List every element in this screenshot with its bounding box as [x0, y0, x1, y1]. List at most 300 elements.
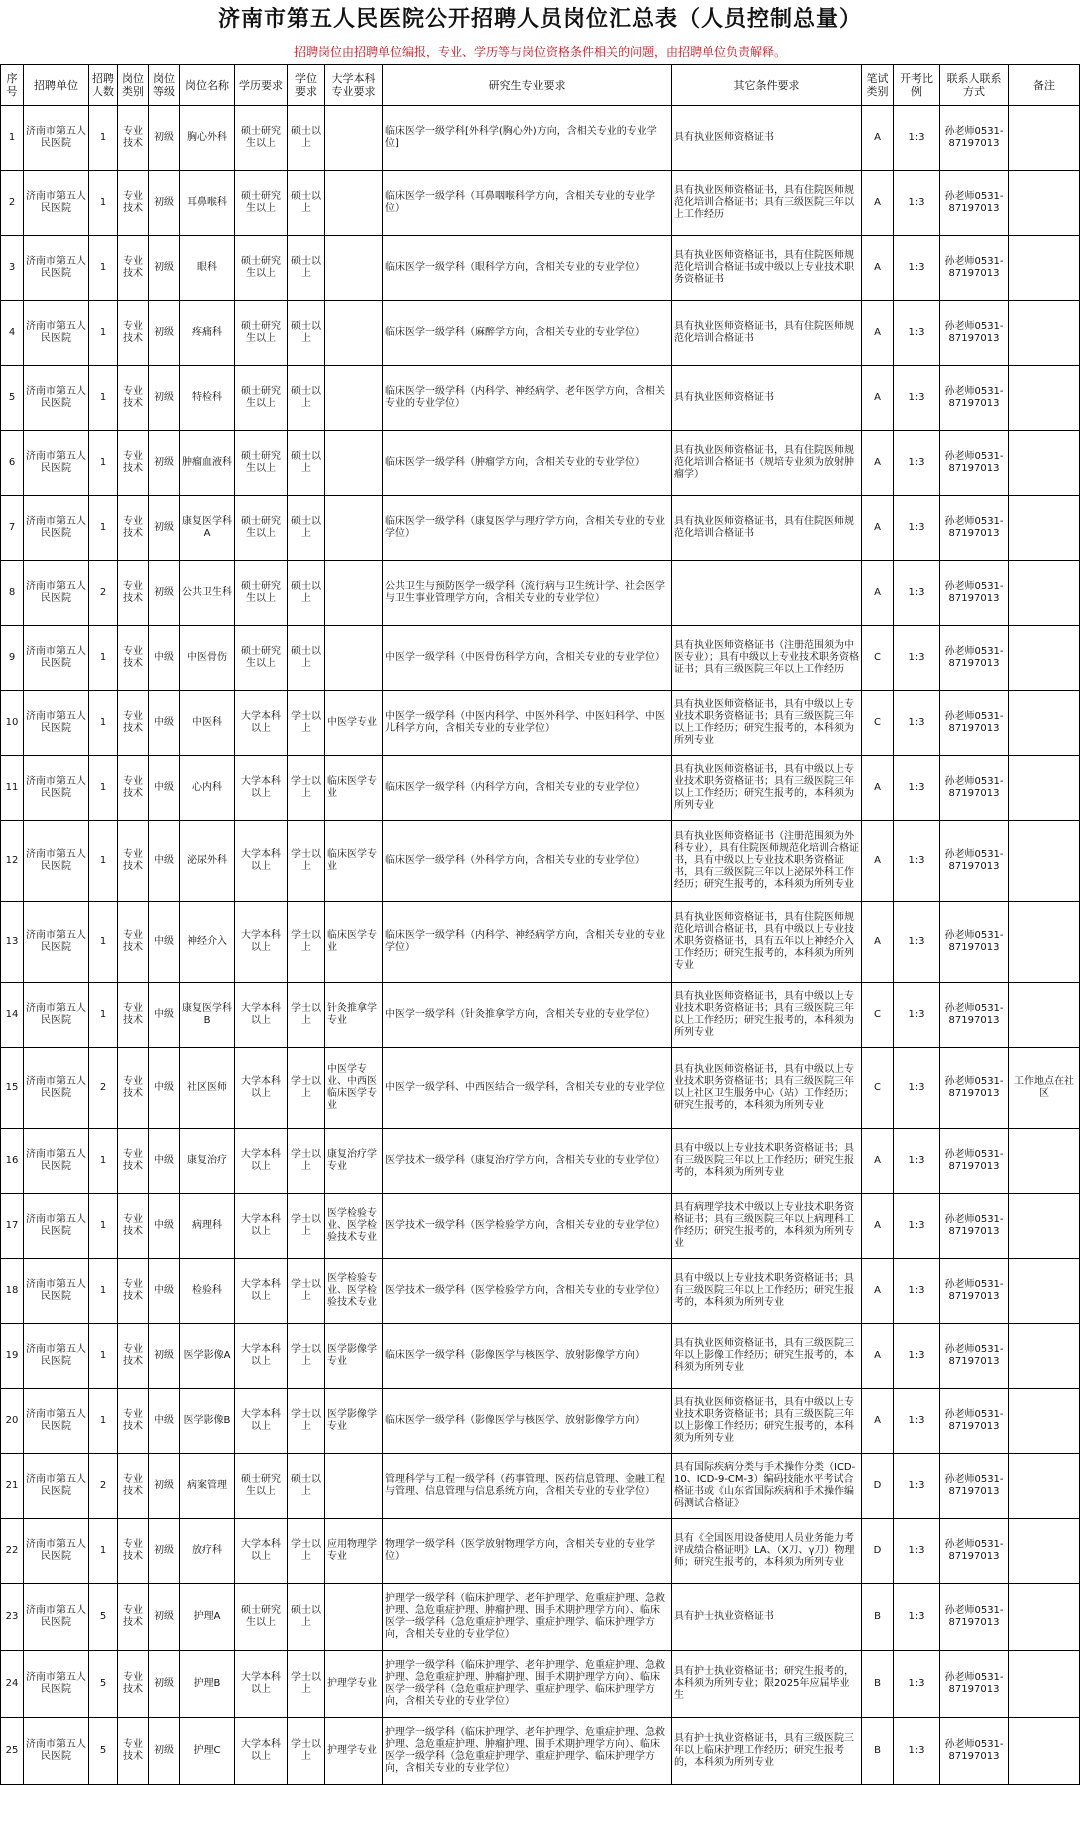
cell-degree: 学士以上	[288, 1718, 325, 1785]
cell-ratio: 1:3	[894, 171, 940, 236]
cell-category: 专业技术	[118, 171, 149, 236]
column-header: 联系人联系方式	[940, 65, 1009, 106]
table-row	[1, 431, 1080, 496]
cell-level: 初级	[149, 171, 180, 236]
cell-grad: 护理学一级学科（临床护理学、老年护理学、危重症护理、急救护理、急危重症护理、肿瘤护理、围手术期护理学方向）、临床医学一级学科（急危重症护理学、重症护理学、临床护理学方向，含相关专业的专业学位）	[383, 1584, 672, 1651]
cell-contact: 孙老师0531-87197013	[940, 236, 1009, 301]
column-header: 笔试类别	[862, 65, 894, 106]
cell-ratio: 1:3	[894, 366, 940, 431]
cell-count: 1	[89, 1389, 118, 1454]
cell-contact: 孙老师0531-87197013	[940, 1194, 1009, 1259]
cell-no: 11	[1, 756, 24, 821]
cell-grad: 医学技术一级学科（医学检验学方向，含相关专业的专业学位）	[383, 1259, 672, 1324]
cell-ug	[325, 1454, 383, 1519]
cell-unit: 济南市第五人民医院	[24, 496, 89, 561]
cell-degree: 硕士以上	[288, 236, 325, 301]
cell-grad: 公共卫生与预防医学一级学科（流行病与卫生统计学、社会医学与卫生事业管理学方向，含相关专业的专业学位）	[383, 561, 672, 626]
table-row	[1, 301, 1080, 366]
cell-post: 护理B	[180, 1651, 235, 1718]
cell-count: 1	[89, 496, 118, 561]
cell-other: 具有护士执业资格证书，具有三级医院三年以上临床护理工作经历；研究生报考的，本科须为所列专业	[672, 1718, 862, 1785]
cell-ug: 中医学专业、中西医临床医学专业	[325, 1048, 383, 1129]
cell-level: 中级	[149, 756, 180, 821]
cell-grad: 临床医学一级学科（外科学方向，含相关专业的专业学位）	[383, 821, 672, 902]
cell-degree: 学士以上	[288, 691, 325, 756]
cell-exam: A	[862, 902, 894, 983]
cell-no: 14	[1, 983, 24, 1048]
cell-other: 具有执业医师资格证书，具有中级以上专业技术职务资格证书；具有三级医院三年以上影像工作经历；研究生报考的，本科须为所列专业	[672, 1389, 862, 1454]
column-header: 备注	[1009, 65, 1080, 106]
cell-grad: 临床医学一级学科（影像医学与核医学、放射影像学方向）	[383, 1389, 672, 1454]
cell-post: 病理科	[180, 1194, 235, 1259]
cell-unit: 济南市第五人民医院	[24, 626, 89, 691]
cell-remark	[1009, 1519, 1080, 1584]
cell-degree: 学士以上	[288, 1129, 325, 1194]
cell-degree: 硕士以上	[288, 301, 325, 366]
cell-exam: A	[862, 756, 894, 821]
cell-post: 特检科	[180, 366, 235, 431]
disclaimer-note: 招聘岗位由招聘单位编报，专业、学历等与岗位资格条件相关的问题，由招聘单位负责解释。	[293, 45, 786, 59]
cell-count: 5	[89, 1651, 118, 1718]
cell-level: 初级	[149, 1454, 180, 1519]
cell-category: 专业技术	[118, 821, 149, 902]
cell-count: 1	[89, 1194, 118, 1259]
cell-no: 8	[1, 561, 24, 626]
cell-other: 具有病理学技术中级以上专业技术职务资格证书；具有三级医院三年以上病理科工作经历；研究生报考的，本科须为所列专业	[672, 1194, 862, 1259]
cell-other: 具有执业医师资格证书（注册范围须为外科专业），具有住院医师规范化培训合格证书，具有中级以上专业技术职务资格证书，具有三级医院三年以上泌尿外科工作经历；研究生报考的，本科须为所列专业	[672, 821, 862, 902]
cell-ratio: 1:3	[894, 561, 940, 626]
cell-unit: 济南市第五人民医院	[24, 236, 89, 301]
cell-ug: 医学影像学专业	[325, 1324, 383, 1389]
cell-grad: 中医学一级学科、中西医结合一级学科，含相关专业的专业学位	[383, 1048, 672, 1129]
cell-edu: 大学本科以上	[235, 1324, 288, 1389]
cell-edu: 硕士研究生以上	[235, 171, 288, 236]
cell-remark	[1009, 626, 1080, 691]
cell-ratio: 1:3	[894, 691, 940, 756]
cell-other: 具有执业医师资格证书，具有住院医师规范化培训合格证书	[672, 496, 862, 561]
cell-unit: 济南市第五人民医院	[24, 106, 89, 171]
cell-count: 1	[89, 1129, 118, 1194]
cell-level: 初级	[149, 1584, 180, 1651]
cell-grad: 临床医学一级学科（肿瘤学方向，含相关专业的专业学位）	[383, 431, 672, 496]
cell-edu: 硕士研究生以上	[235, 496, 288, 561]
cell-ratio: 1:3	[894, 1718, 940, 1785]
cell-exam: A	[862, 236, 894, 301]
cell-grad: 管理科学与工程一级学科（药事管理、医药信息管理、金融工程与管理、信息管理与信息系统方向，含相关专业的专业学位）	[383, 1454, 672, 1519]
cell-category: 专业技术	[118, 1194, 149, 1259]
cell-unit: 济南市第五人民医院	[24, 431, 89, 496]
cell-ug	[325, 626, 383, 691]
cell-exam: B	[862, 1718, 894, 1785]
cell-no: 6	[1, 431, 24, 496]
table-row	[1, 1584, 1080, 1651]
cell-category: 专业技术	[118, 902, 149, 983]
table-row	[1, 1651, 1080, 1718]
cell-edu: 大学本科以上	[235, 756, 288, 821]
cell-post: 病案管理	[180, 1454, 235, 1519]
cell-ug: 中医学专业	[325, 691, 383, 756]
cell-exam: A	[862, 106, 894, 171]
cell-exam: A	[862, 366, 894, 431]
cell-contact: 孙老师0531-87197013	[940, 821, 1009, 902]
cell-no: 7	[1, 496, 24, 561]
cell-category: 专业技术	[118, 1454, 149, 1519]
cell-count: 2	[89, 1048, 118, 1129]
cell-ratio: 1:3	[894, 431, 940, 496]
cell-grad: 临床医学一级学科（眼科学方向，含相关专业的专业学位）	[383, 236, 672, 301]
cell-count: 1	[89, 171, 118, 236]
cell-contact: 孙老师0531-87197013	[940, 1454, 1009, 1519]
cell-no: 23	[1, 1584, 24, 1651]
cell-remark	[1009, 691, 1080, 756]
cell-ug	[325, 366, 383, 431]
column-header: 其它条件要求	[672, 65, 862, 106]
cell-grad: 护理学一级学科（临床护理学、老年护理学、危重症护理、急救护理、急危重症护理、肿瘤护理、围手术期护理学方向）、临床医学一级学科（急危重症护理学、重症护理学、临床护理学方向，含相关专业的专业学位）	[383, 1718, 672, 1785]
cell-category: 专业技术	[118, 756, 149, 821]
cell-post: 康复医学科B	[180, 983, 235, 1048]
cell-grad: 临床医学一级学科（内科学、神经病学、老年医学方向，含相关专业的专业学位）	[383, 366, 672, 431]
table-row	[1, 561, 1080, 626]
cell-category: 专业技术	[118, 1651, 149, 1718]
cell-level: 初级	[149, 301, 180, 366]
cell-category: 专业技术	[118, 1389, 149, 1454]
cell-contact: 孙老师0531-87197013	[940, 1584, 1009, 1651]
table-row	[1, 1129, 1080, 1194]
table-row	[1, 756, 1080, 821]
cell-contact: 孙老师0531-87197013	[940, 1389, 1009, 1454]
cell-unit: 济南市第五人民医院	[24, 1389, 89, 1454]
cell-post: 中医科	[180, 691, 235, 756]
positions-table	[0, 64, 1080, 1785]
cell-ug	[325, 431, 383, 496]
cell-unit: 济南市第五人民医院	[24, 1519, 89, 1584]
cell-degree: 硕士以上	[288, 171, 325, 236]
cell-degree: 硕士以上	[288, 1584, 325, 1651]
cell-level: 中级	[149, 1048, 180, 1129]
cell-exam: B	[862, 1584, 894, 1651]
table-row	[1, 496, 1080, 561]
cell-edu: 大学本科以上	[235, 1718, 288, 1785]
cell-degree: 学士以上	[288, 1389, 325, 1454]
cell-level: 中级	[149, 1389, 180, 1454]
cell-edu: 硕士研究生以上	[235, 626, 288, 691]
cell-level: 初级	[149, 1651, 180, 1718]
cell-degree: 学士以上	[288, 1048, 325, 1129]
cell-category: 专业技术	[118, 561, 149, 626]
cell-remark	[1009, 756, 1080, 821]
cell-category: 专业技术	[118, 1324, 149, 1389]
cell-contact: 孙老师0531-87197013	[940, 1259, 1009, 1324]
cell-post: 康复治疗	[180, 1129, 235, 1194]
cell-no: 9	[1, 626, 24, 691]
cell-degree: 硕士以上	[288, 106, 325, 171]
cell-unit: 济南市第五人民医院	[24, 1324, 89, 1389]
column-header: 学位要求	[288, 65, 325, 106]
cell-level: 中级	[149, 1194, 180, 1259]
cell-ratio: 1:3	[894, 1454, 940, 1519]
cell-count: 1	[89, 1324, 118, 1389]
cell-no: 12	[1, 821, 24, 902]
cell-no: 2	[1, 171, 24, 236]
cell-level: 初级	[149, 431, 180, 496]
cell-remark	[1009, 821, 1080, 902]
column-header: 岗位等级	[149, 65, 180, 106]
cell-other: 具有国际疾病分类与手术操作分类（ICD-10、ICD-9-CM-3）编码技能水平考试合格证书或《山东省国际疾病和手术操作编码测试合格证》	[672, 1454, 862, 1519]
cell-exam: A	[862, 431, 894, 496]
cell-remark	[1009, 1324, 1080, 1389]
cell-other: 具有护士执业资格证书；研究生报考的，本科须为所列专业；限2025年应届毕业生	[672, 1651, 862, 1718]
cell-count: 2	[89, 1454, 118, 1519]
cell-contact: 孙老师0531-87197013	[940, 301, 1009, 366]
cell-edu: 大学本科以上	[235, 691, 288, 756]
cell-post: 眼科	[180, 236, 235, 301]
cell-edu: 硕士研究生以上	[235, 431, 288, 496]
cell-remark	[1009, 1259, 1080, 1324]
table-row	[1, 983, 1080, 1048]
cell-edu: 硕士研究生以上	[235, 366, 288, 431]
cell-exam: C	[862, 626, 894, 691]
cell-no: 22	[1, 1519, 24, 1584]
cell-ug: 临床医学专业	[325, 756, 383, 821]
cell-level: 初级	[149, 236, 180, 301]
cell-grad: 临床医学一级学科（内科学、神经病学方向，含相关专业的专业学位）	[383, 902, 672, 983]
cell-exam: A	[862, 1259, 894, 1324]
cell-other: 具有中级以上专业技术职务资格证书；具有三级医院三年以上工作经历；研究生报考的，本科须为所列专业	[672, 1259, 862, 1324]
cell-post: 泌尿外科	[180, 821, 235, 902]
cell-post: 医学影像B	[180, 1389, 235, 1454]
table-row	[1, 691, 1080, 756]
table-row	[1, 902, 1080, 983]
cell-category: 专业技术	[118, 301, 149, 366]
cell-degree: 硕士以上	[288, 561, 325, 626]
cell-exam: A	[862, 1389, 894, 1454]
cell-unit: 济南市第五人民医院	[24, 821, 89, 902]
cell-post: 医学影像A	[180, 1324, 235, 1389]
table-row	[1, 1194, 1080, 1259]
cell-count: 1	[89, 626, 118, 691]
cell-level: 初级	[149, 1324, 180, 1389]
cell-category: 专业技术	[118, 236, 149, 301]
cell-category: 专业技术	[118, 1259, 149, 1324]
cell-degree: 学士以上	[288, 983, 325, 1048]
cell-category: 专业技术	[118, 1048, 149, 1129]
cell-exam: A	[862, 301, 894, 366]
cell-other: 具有执业医师资格证书，具有中级以上专业技术职务资格证书；具有三级医院三年以上工作经历；研究生报考的，本科须为所列专业	[672, 983, 862, 1048]
cell-ug: 针灸推拿学专业	[325, 983, 383, 1048]
column-header: 开考比例	[894, 65, 940, 106]
cell-count: 1	[89, 106, 118, 171]
cell-no: 17	[1, 1194, 24, 1259]
cell-unit: 济南市第五人民医院	[24, 301, 89, 366]
cell-degree: 学士以上	[288, 821, 325, 902]
cell-count: 1	[89, 366, 118, 431]
cell-other: 具有执业医师资格证书，具有中级以上专业技术职务资格证书；具有三级医院三年以上工作经历；研究生报考的，本科须为所列专业	[672, 691, 862, 756]
cell-remark	[1009, 171, 1080, 236]
cell-remark	[1009, 561, 1080, 626]
cell-ug	[325, 301, 383, 366]
cell-degree: 硕士以上	[288, 626, 325, 691]
cell-ug	[325, 1584, 383, 1651]
cell-ug	[325, 561, 383, 626]
cell-post: 检验科	[180, 1259, 235, 1324]
cell-ug: 临床医学专业	[325, 902, 383, 983]
cell-edu: 大学本科以上	[235, 1259, 288, 1324]
cell-other: 具有执业医师资格证书（注册范围须为中医专业）；具有中级以上专业技术职务资格证书；具有三级医院三年以上工作经历	[672, 626, 862, 691]
cell-ug	[325, 236, 383, 301]
cell-remark	[1009, 1389, 1080, 1454]
cell-grad: 中医学一级学科（针灸推拿学方向，含相关专业的专业学位）	[383, 983, 672, 1048]
cell-edu: 大学本科以上	[235, 1129, 288, 1194]
cell-grad: 临床医学一级学科[外科学(胸心外)方向，含相关专业的专业学位]	[383, 106, 672, 171]
cell-category: 专业技术	[118, 496, 149, 561]
cell-post: 放疗科	[180, 1519, 235, 1584]
cell-contact: 孙老师0531-87197013	[940, 626, 1009, 691]
cell-level: 初级	[149, 496, 180, 561]
cell-no: 3	[1, 236, 24, 301]
cell-exam: D	[862, 1519, 894, 1584]
table-row	[1, 1519, 1080, 1584]
cell-edu: 硕士研究生以上	[235, 106, 288, 171]
cell-contact: 孙老师0531-87197013	[940, 691, 1009, 756]
cell-count: 1	[89, 756, 118, 821]
cell-edu: 大学本科以上	[235, 821, 288, 902]
cell-ug	[325, 496, 383, 561]
cell-edu: 大学本科以上	[235, 1194, 288, 1259]
cell-post: 胸心外科	[180, 106, 235, 171]
cell-remark	[1009, 1454, 1080, 1519]
cell-level: 初级	[149, 106, 180, 171]
cell-degree: 硕士以上	[288, 1454, 325, 1519]
cell-post: 公共卫生科	[180, 561, 235, 626]
cell-degree: 硕士以上	[288, 496, 325, 561]
cell-no: 21	[1, 1454, 24, 1519]
cell-other: 具有《全国医用设备使用人员业务能力考评成绩合格证明》LA、（X刀、γ刀）物理师；研究生报考的，本科须为所列专业	[672, 1519, 862, 1584]
cell-other: 具有执业医师资格证书，具有住院医师规范化培训合格证书；具有三级医院三年以上工作经历	[672, 171, 862, 236]
cell-contact: 孙老师0531-87197013	[940, 756, 1009, 821]
cell-contact: 孙老师0531-87197013	[940, 496, 1009, 561]
cell-post: 肿瘤血液科	[180, 431, 235, 496]
cell-contact: 孙老师0531-87197013	[940, 431, 1009, 496]
cell-ug: 康复治疗学专业	[325, 1129, 383, 1194]
table-row	[1, 1048, 1080, 1129]
cell-unit: 济南市第五人民医院	[24, 1048, 89, 1129]
cell-grad: 医学技术一级学科（医学检验学方向，含相关专业的专业学位）	[383, 1194, 672, 1259]
cell-category: 专业技术	[118, 1129, 149, 1194]
cell-exam: A	[862, 561, 894, 626]
cell-category: 专业技术	[118, 1718, 149, 1785]
cell-remark	[1009, 236, 1080, 301]
table-row	[1, 1454, 1080, 1519]
cell-ug: 护理学专业	[325, 1651, 383, 1718]
cell-degree: 硕士以上	[288, 366, 325, 431]
cell-post: 护理C	[180, 1718, 235, 1785]
cell-category: 专业技术	[118, 983, 149, 1048]
cell-grad: 中医学一级学科（中医骨伤科学方向，含相关专业的专业学位）	[383, 626, 672, 691]
cell-unit: 济南市第五人民医院	[24, 1718, 89, 1785]
cell-degree: 学士以上	[288, 1259, 325, 1324]
cell-contact: 孙老师0531-87197013	[940, 171, 1009, 236]
column-header: 大学本科专业要求	[325, 65, 383, 106]
table-header	[1, 65, 1080, 106]
table-row	[1, 171, 1080, 236]
cell-ratio: 1:3	[894, 1389, 940, 1454]
cell-remark	[1009, 1718, 1080, 1785]
cell-degree: 学士以上	[288, 1324, 325, 1389]
cell-no: 4	[1, 301, 24, 366]
cell-ratio: 1:3	[894, 1259, 940, 1324]
cell-count: 1	[89, 431, 118, 496]
column-header: 招聘人数	[89, 65, 118, 106]
cell-count: 1	[89, 902, 118, 983]
cell-category: 专业技术	[118, 691, 149, 756]
cell-level: 中级	[149, 691, 180, 756]
cell-edu: 大学本科以上	[235, 1048, 288, 1129]
cell-post: 神经介入	[180, 902, 235, 983]
cell-exam: C	[862, 1048, 894, 1129]
cell-edu: 大学本科以上	[235, 1519, 288, 1584]
cell-remark	[1009, 1584, 1080, 1651]
cell-count: 1	[89, 691, 118, 756]
cell-grad: 临床医学一级学科（内科学方向，含相关专业的专业学位）	[383, 756, 672, 821]
table-row	[1, 821, 1080, 902]
cell-count: 2	[89, 561, 118, 626]
cell-edu: 大学本科以上	[235, 983, 288, 1048]
cell-level: 中级	[149, 902, 180, 983]
cell-edu: 大学本科以上	[235, 1651, 288, 1718]
cell-unit: 济南市第五人民医院	[24, 691, 89, 756]
cell-ratio: 1:3	[894, 496, 940, 561]
cell-count: 1	[89, 1259, 118, 1324]
cell-count: 1	[89, 1519, 118, 1584]
cell-category: 专业技术	[118, 366, 149, 431]
cell-count: 1	[89, 301, 118, 366]
cell-ratio: 1:3	[894, 1651, 940, 1718]
cell-ug: 临床医学专业	[325, 821, 383, 902]
cell-remark	[1009, 983, 1080, 1048]
cell-ug: 医学检验专业、医学检验技术专业	[325, 1259, 383, 1324]
cell-ug	[325, 171, 383, 236]
cell-ratio: 1:3	[894, 301, 940, 366]
cell-post: 康复医学科A	[180, 496, 235, 561]
cell-count: 5	[89, 1584, 118, 1651]
cell-post: 中医骨伤	[180, 626, 235, 691]
cell-other: 具有执业医师资格证书，具有三级医院三年以上影像工作经历；研究生报考的，本科须为所列专业	[672, 1324, 862, 1389]
cell-ratio: 1:3	[894, 1324, 940, 1389]
cell-level: 初级	[149, 1519, 180, 1584]
cell-unit: 济南市第五人民医院	[24, 902, 89, 983]
cell-ug: 医学影像学专业	[325, 1389, 383, 1454]
table-row	[1, 106, 1080, 171]
cell-grad: 临床医学一级学科（麻醉学方向，含相关专业的专业学位）	[383, 301, 672, 366]
cell-other: 具有护士执业资格证书	[672, 1584, 862, 1651]
cell-level: 中级	[149, 821, 180, 902]
cell-count: 1	[89, 821, 118, 902]
cell-edu: 硕士研究生以上	[235, 561, 288, 626]
cell-no: 13	[1, 902, 24, 983]
cell-unit: 济南市第五人民医院	[24, 983, 89, 1048]
cell-edu: 硕士研究生以上	[235, 301, 288, 366]
cell-remark	[1009, 902, 1080, 983]
cell-edu: 硕士研究生以上	[235, 1584, 288, 1651]
cell-ratio: 1:3	[894, 1584, 940, 1651]
column-header: 研究生专业要求	[383, 65, 672, 106]
cell-ratio: 1:3	[894, 983, 940, 1048]
cell-post: 社区医师	[180, 1048, 235, 1129]
cell-remark	[1009, 366, 1080, 431]
cell-grad: 医学技术一级学科（康复治疗学方向，含相关专业的专业学位）	[383, 1129, 672, 1194]
cell-remark	[1009, 301, 1080, 366]
cell-edu: 硕士研究生以上	[235, 236, 288, 301]
